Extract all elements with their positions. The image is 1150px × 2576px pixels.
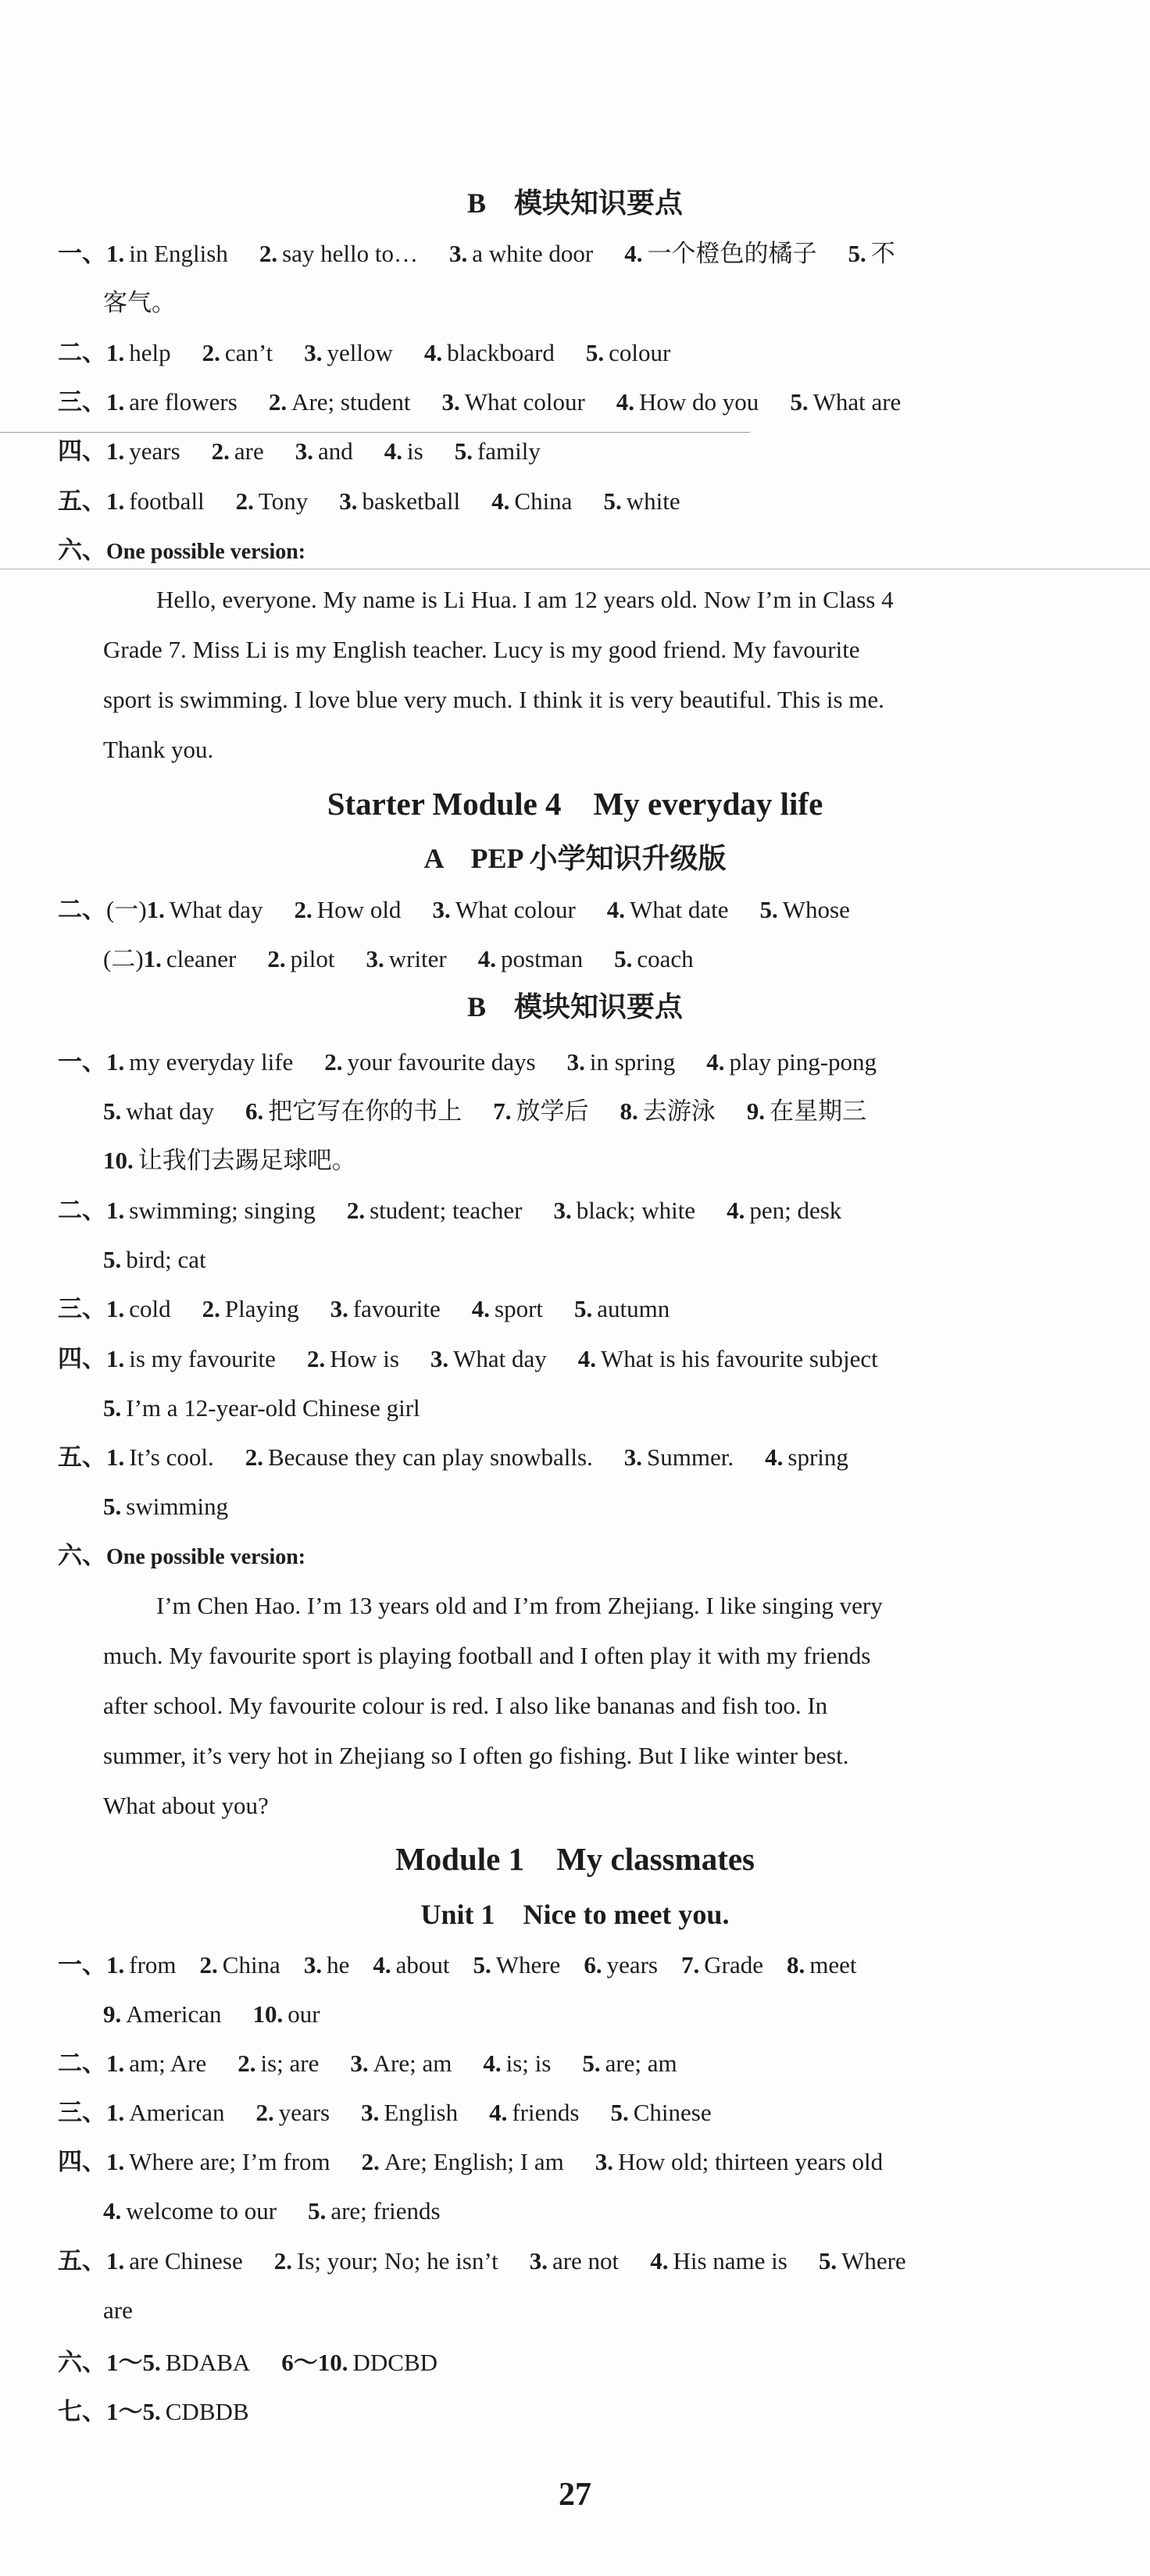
- essay-line: Hello, everyone. My name is Li Hua. I am 12 years old. Now I’m in Class 4: [156, 586, 894, 613]
- answer-row: 5. bird; cat: [103, 1246, 206, 1273]
- answer-row: 七、1～5. CDBDB: [58, 2398, 249, 2425]
- essay-line: What about you?: [103, 1792, 269, 1819]
- module-title: Starter Module 4 My everyday life: [327, 786, 823, 822]
- section-title: B 模块知识要点: [466, 187, 683, 219]
- answer-row-4: 四、1. years 2. are 3. and 4. is 5. family: [58, 437, 541, 465]
- unit-title: Unit 1 Nice to meet you.: [420, 1899, 730, 1930]
- answer-row: 4. welcome to our 5. are; friends: [103, 2197, 441, 2225]
- answer-row: 二、1. swimming; singing 2. student; teacher 3. black; white 4. pen; desk: [58, 1197, 842, 1224]
- answer-row: 四、1. is my favourite 2. How is 3. What day 4. What is his favourite subject: [58, 1345, 878, 1372]
- answer-row-1: 一、1. in English 2. say hello to… 3. a white door 4. 一个橙色的橘子 5. 不: [58, 240, 895, 267]
- answer-row-6: 六、One possible version:: [58, 537, 306, 564]
- answer-row: 5. swimming: [103, 1493, 229, 1520]
- answer-row: 10. 让我们去踢足球吧。: [103, 1147, 356, 1174]
- answer-row: 二、1. am; Are 2. is; are 3. Are; am 4. is; is 5. are; am: [58, 2050, 677, 2077]
- answer-row: 五、1. It’s cool. 2. Because they can play snowballs. 3. Summer. 4. spring: [58, 1443, 848, 1471]
- essay-line: much. My favourite sport is playing football and I often play it with my friends: [103, 1642, 871, 1669]
- answer-row: 三、1. American 2. years 3. English 4. friends 5. Chinese: [58, 2099, 712, 2126]
- module-title: Module 1 My classmates: [395, 1841, 755, 1877]
- section-title: A PEP 小学知识升级版: [423, 843, 727, 874]
- answer-row: 9. American 10. our: [103, 2000, 320, 2028]
- page-number: 27: [559, 2477, 591, 2513]
- essay-line: after school. My favourite colour is red. I also like bananas and fish too. In: [103, 1692, 828, 1719]
- possible-version-label: One possible version:: [106, 1545, 306, 1569]
- essay-line: Grade 7. Miss Li is my English teacher. Lucy is my good friend. My favourite: [103, 636, 860, 663]
- answer-row-5: 五、1. football 2. Tony 3. basketball 4. China 5. white: [58, 487, 680, 515]
- answer-row: 一、1. from 2. China 3. he 4. about 5. Where 6. years 7. Grade 8. meet: [58, 1951, 857, 1978]
- answer-row-2: 二、1. help 2. can’t 3. yellow 4. blackboard 5. colour: [58, 339, 671, 366]
- answer-row: (二)1. cleaner 2. pilot 3. writer 4. postman 5. coach: [103, 945, 694, 972]
- answer-row: 四、1. Where are; I’m from 2. Are; English; I am 3. How old; thirteen years old: [58, 2148, 884, 2175]
- possible-version-label: One possible version:: [106, 540, 306, 564]
- answer-row: 六、1～5. BDABA 6～10. DDCBD: [58, 2349, 438, 2376]
- section-title: B 模块知识要点: [466, 991, 683, 1022]
- answer-row: 五、1. are Chinese 2. Is; your; No; he isn’t 3. are not 4. His name is 5. Where: [58, 2247, 906, 2275]
- answer-row: 一、1. my everyday life 2. your favourite days 3. in spring 4. play ping-pong: [58, 1048, 877, 1076]
- essay-line: sport is swimming. I love blue very much. I think it is very beautiful. This is me.: [103, 686, 884, 713]
- answer-row: 5. I’m a 12-year-old Chinese girl: [103, 1394, 420, 1422]
- question-label: 一、: [58, 240, 106, 267]
- answer-row-3: 三、1. are flowers 2. Are; student 3. What colour 4. How do you 5. What are: [58, 388, 902, 416]
- answer-row-cont: are: [103, 2296, 133, 2324]
- answer-row: 三、1. cold 2. Playing 3. favourite 4. sport 5. autumn: [58, 1295, 670, 1322]
- answer-row: 二、(一)1. What day 2. How old 3. What colour 4. What date 5. Whose: [58, 896, 850, 923]
- answer-row: 5. what day 6. 把它写在你的书上 7. 放学后 8. 去游泳 9. 在星期三: [103, 1097, 867, 1125]
- essay-line: I’m Chen Hao. I’m 13 years old and I’m from Zhejiang. I like singing very: [156, 1592, 883, 1619]
- essay-line: Thank you.: [103, 736, 214, 763]
- answer-row: 六、One possible version:: [58, 1542, 306, 1569]
- essay-line: summer, it’s very hot in Zhejiang so I often go fishing. But I like winter best.: [103, 1742, 849, 1769]
- answer-row-1-cont: 客气。: [103, 289, 176, 316]
- scan-line: [0, 432, 750, 433]
